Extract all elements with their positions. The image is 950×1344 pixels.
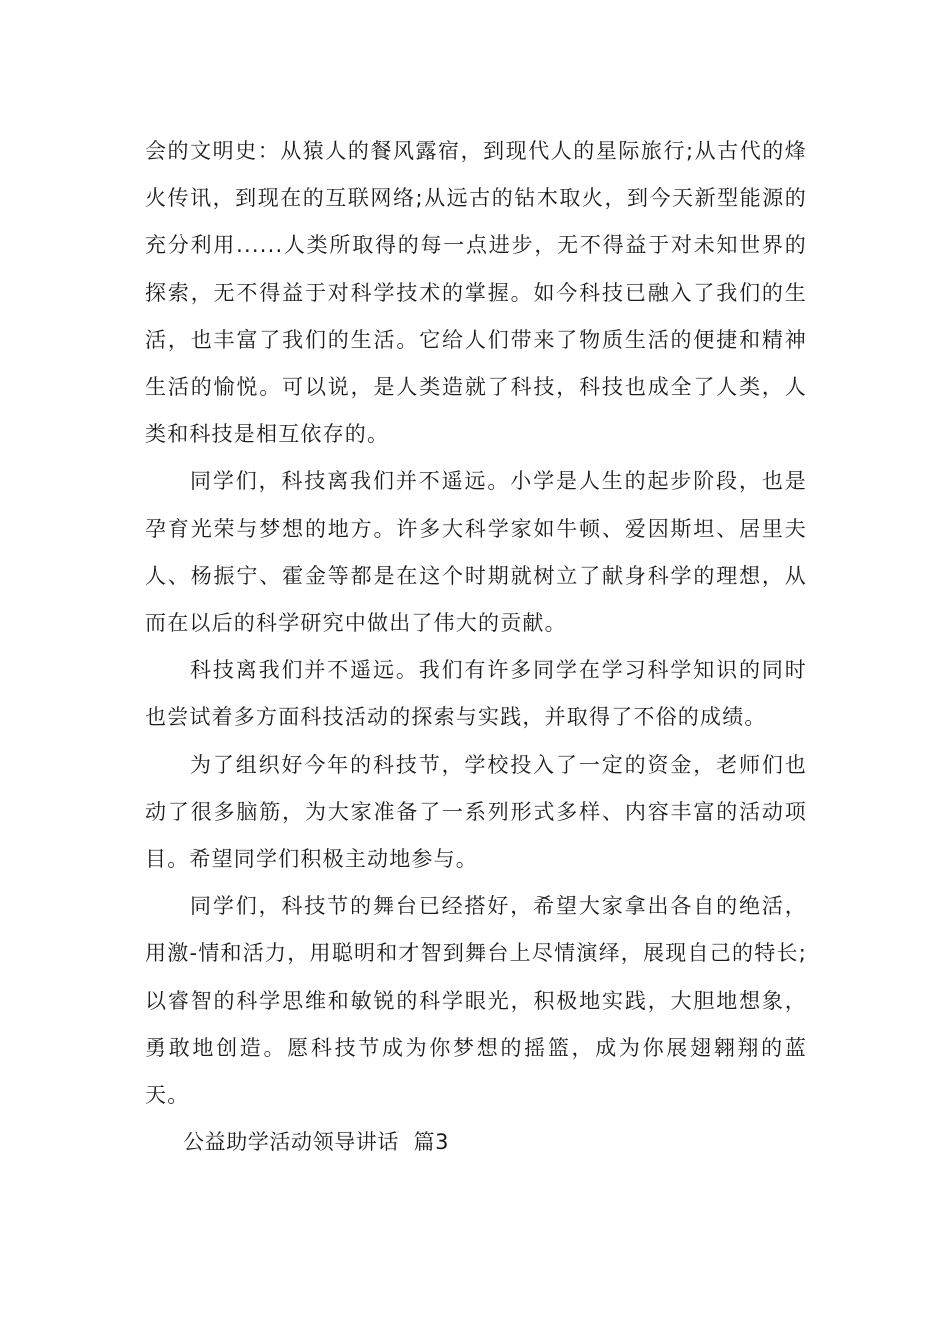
paragraph: 科技离我们并不遥远。我们有许多同学在学习科学知识的同时也尝试着多方面科技活动的探索与实践，并取得了不俗的成绩。 — [145, 658, 807, 730]
paragraph-continued: 会的文明史：从猿人的餐风露宿，到现代人的星际旅行;从古代的烽火传讯，到现在的互联网络;从远古的钻木取火，到今天新型能源的充分利用......人类所取得的每一点进步，无不得益于对未知世界的探索，无不得益于对科学技术的掌握。如今科技已融入了我们的生活，也丰富了我们的生活。它给人们带来了物质生活的便捷和精神生活的愉悦。可以说，是人类造就了科技，科技也成全了人类，人类和科技是相互依存的。 — [145, 139, 807, 447]
paragraph: 为了组织好今年的科技节，学校投入了一定的资金，老师们也动了很多脑筋，为大家准备了一系列形式多样、内容丰富的活动项目。希望同学们积极主动地参与。 — [145, 752, 807, 872]
document-body — [145, 128, 807, 1166]
paragraph: 同学们，科技节的舞台已经搭好，希望大家拿出各自的绝活，用激-情和活力，用聪明和才智到舞台上尽情演绎，展现自己的特长;以睿智的科学思维和敏锐的科学眼光，积极地实践，大胆地想象，勇敢地创造。愿科技节成为你梦想的摇篮，成为你展翅翱翔的蓝天。 — [145, 894, 807, 1108]
section-heading: 公益助学活动领导讲话 篇3 — [183, 1130, 450, 1155]
paragraph: 同学们，科技离我们并不遥远。小学是人生的起步阶段，也是孕育光荣与梦想的地方。许多大科学家如牛顿、爱因斯坦、居里夫人、杨振宁、霍金等都是在这个时期就树立了献身科学的理想，从而在以后的科学研究中做出了伟大的贡献。 — [145, 469, 807, 636]
